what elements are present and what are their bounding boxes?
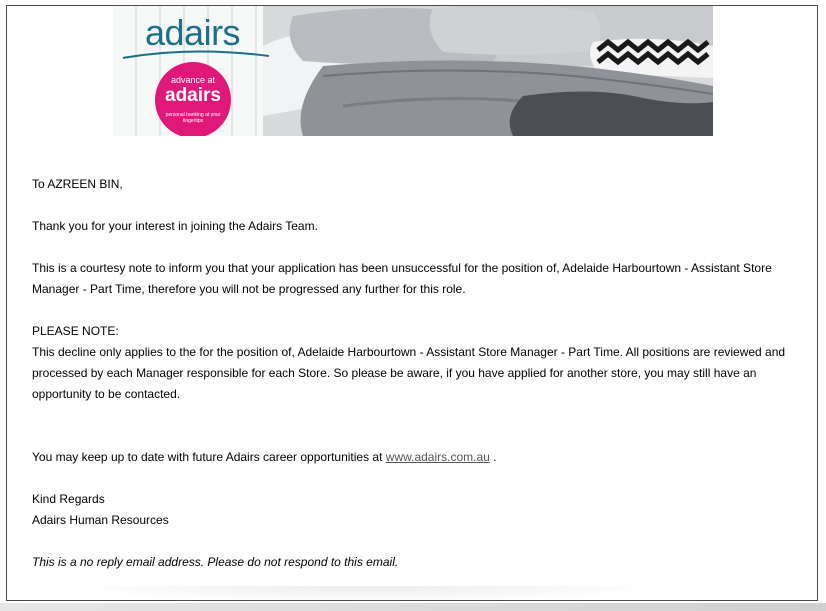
careers-paragraph [32,447,802,468]
signoff-block [32,489,802,531]
bottom-shadow [67,586,667,601]
note-block [32,321,802,405]
signoff: Kind Regards [32,492,105,506]
email-frame [6,5,818,601]
adairs-logo: adairs [145,12,241,53]
note-body: This decline only applies to the for the position of, Adelaide Harbourtown - Assistant Store Manager - Part Time. All positions are reviewed and processed by each Manager responsible for each Store. So please be aware, if you have applied for another store, you may still have an opportunity to be contacted. [32,345,786,401]
advance-adairs-badge [155,62,231,136]
courtesy-paragraph: This is a courtesy note to inform you that your application has been unsuccessful for the position of, Adelaide Harbourtown - Assistant Store Manager - Part Time, therefore you will not be progressed any further for this role. [32,261,772,296]
badge-main-text: adairs [165,85,221,106]
careers-prefix: You may keep up to date with future Adairs career opportunities at [32,450,383,464]
note-heading: PLEASE NOTE: [32,324,119,338]
badge-tagline: personal banking at your fingertips [165,112,221,124]
careers-suffix: . [493,450,497,464]
greeting: To AZREEN BIN, [32,177,123,191]
logo-swoosh-icon [121,46,271,60]
signature: Adairs Human Resources [32,513,169,527]
careers-link[interactable]: www.adairs.com.au [385,450,490,464]
no-reply-notice: This is a no reply email address. Please do not respond to this email. [32,555,399,569]
bed-image [263,6,713,136]
bottom-strip [0,603,826,611]
header-banner [113,6,713,136]
email-body [32,174,802,594]
thanks-paragraph: Thank you for your interest in joining the Adairs Team. [32,219,318,233]
badge-top-text: advance at [170,75,216,85]
